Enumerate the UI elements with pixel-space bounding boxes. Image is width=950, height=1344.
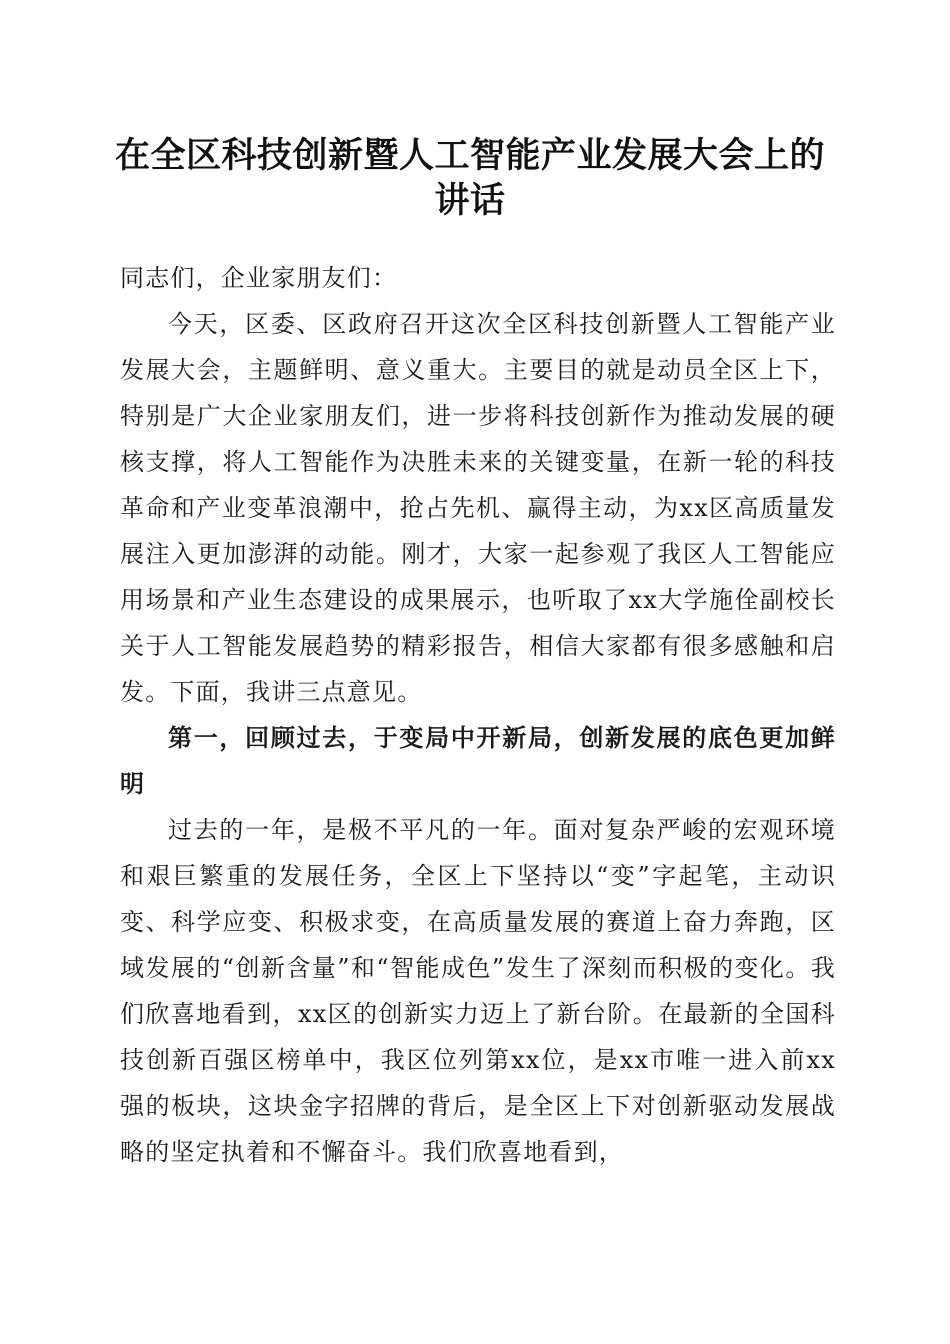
document-title: 在全区科技创新暨人工智能产业发展大会上的讲话 <box>114 135 825 221</box>
salutation: 同志们，企业家朋友们： <box>120 264 398 292</box>
intro-paragraph: 今天，区委、区政府召开这次全区科技创新暨人工智能产业发展大会，主题鲜明、意义重大。主要目的就是动员全区上下，特别是广大企业家朋友们，进一步将科技创新作为推动发展的硬核支撑，将人工智能作为决胜未来的关键变量，在新一轮的科技革命和产业变革浪潮中，抢占先机、赢得主动，为xx区高质量发展注入更加澎湃的动能。刚才，大家一起参观了我区人工智能应用场景和产业生态建设的成果展示，也听取了xx大学施佺副校长关于人工智能发展趋势的精彩报告，相信大家都有很多感触和启发。下面，我讲三点意见。 <box>120 310 836 706</box>
section-paragraph: 过去的一年，是极不平凡的一年。面对复杂严峻的宏观环境和艰巨繁重的发展任务，全区上下坚持以“变”字起笔，主动识变、科学应变、积极求变，在高质量发展的赛道上奋力奔跑，区域发展的“创新含量”和“智能成色”发生了深刻而积极的变化。我们欣喜地看到，xx区的创新实力迈上了新台阶。在最新的全国科技创新百强区榜单中，我区位列第xx位，是xx市唯一进入前xx强的板块，这块金字招牌的背后，是全区上下对创新驱动发展战略的坚定执着和不懈奋斗。我们欣喜地看到， <box>120 816 836 1166</box>
document-body <box>120 255 836 1175</box>
section-heading: 第一，回顾过去，于变局中开新局，创新发展的底色更加鲜明 <box>120 723 836 798</box>
